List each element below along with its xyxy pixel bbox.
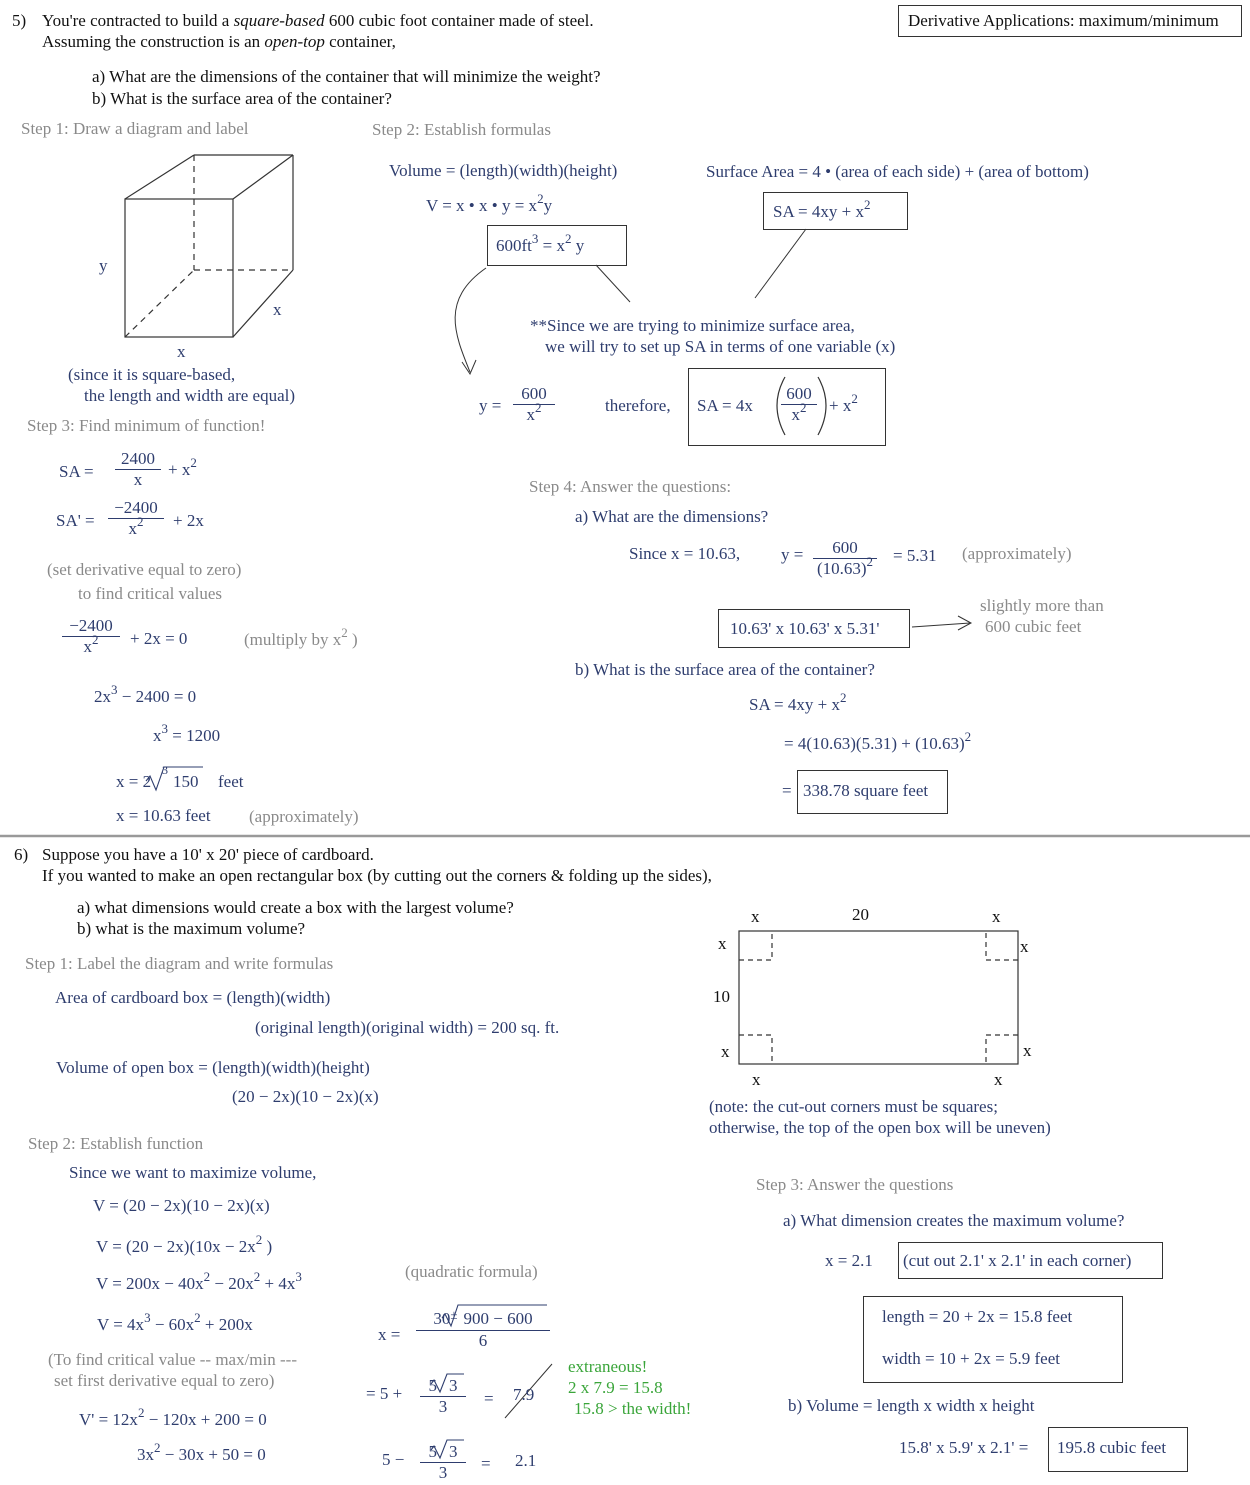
diag-left-x-bottom: x bbox=[721, 1042, 730, 1061]
cube-diagram bbox=[125, 155, 293, 337]
crit-tail: + 2x = 0 bbox=[130, 629, 188, 648]
since-text-2: we will try to set up SA in terms of one variable (x) bbox=[545, 337, 896, 356]
v600-equation: $600ft^3 = x^2$ y bbox=[496, 231, 585, 255]
p6-intro2: If you wanted to make an open rectangular box (by cutting out the corners & folding up the sides), bbox=[42, 866, 712, 885]
sa-tail: + $x^2$ bbox=[168, 455, 197, 479]
p5-intro: You're contracted to build a square-based 600 cubic foot container made of steel. bbox=[42, 11, 594, 30]
cube-label-x-width: x bbox=[177, 342, 186, 361]
curved-arrow bbox=[455, 268, 486, 372]
volume-formula-1: Volume of open box = (length)(width)(height) bbox=[56, 1058, 370, 1077]
radical-index: 3 bbox=[162, 763, 168, 777]
multiply-note: (multiply by $x^2$ ) bbox=[244, 625, 358, 649]
since-maximize: Since we want to maximize volume, bbox=[69, 1163, 317, 1182]
area-formula-2: (original length)(original width) = 200 sq. ft. bbox=[255, 1018, 560, 1037]
root1-equals: = bbox=[484, 1389, 494, 1408]
p5-note1: (since it is square-based, bbox=[68, 365, 236, 384]
x-value: x = 10.63 feet bbox=[116, 806, 211, 825]
therefore: therefore, bbox=[605, 396, 671, 415]
setd-note-2: to find critical values bbox=[78, 584, 222, 603]
volume-formula: Volume = (length)(width)(height) bbox=[389, 161, 618, 180]
diag-bottom-x-left: x bbox=[752, 1070, 761, 1089]
approx-note: (approximately) bbox=[249, 807, 359, 826]
p6-note-1: (note: the cut-out corners must be squares; bbox=[709, 1097, 998, 1116]
sa-box-text: SA = $4xy + x^2$ bbox=[773, 197, 871, 221]
step4-question-a: a) What are the dimensions? bbox=[575, 507, 769, 526]
extraneous-1: extraneous! bbox=[568, 1357, 648, 1376]
quadratic-label: (quadratic formula) bbox=[405, 1262, 538, 1281]
p6-question-a: a) what dimensions would create a box with the largest volume? bbox=[77, 898, 514, 917]
diag-right-x-top: x bbox=[1020, 937, 1029, 956]
x-lhs: x = bbox=[378, 1325, 401, 1344]
y-result: = 5.31 bbox=[893, 546, 937, 565]
cardboard-rect bbox=[739, 931, 1018, 1064]
root2-fraction: $\frac{5 3}{3}$ bbox=[420, 1442, 466, 1483]
radicand-150: 150 bbox=[173, 772, 199, 791]
root2-prefix: 5 − bbox=[382, 1450, 405, 1469]
y-eq-lhs: y = bbox=[479, 396, 502, 415]
since-text-1: **Since we are trying to minimize surface area, bbox=[530, 316, 855, 335]
diag-top-20: 20 bbox=[852, 905, 869, 924]
p6-step2: Step 2: Establish function bbox=[28, 1134, 204, 1153]
connector-line-sa bbox=[755, 229, 806, 298]
cube-front-face bbox=[125, 199, 233, 337]
v-prime: $V' = 12x^2 - 120x + 200 = 0$ bbox=[79, 1405, 267, 1429]
crit-note-1: (To find critical value -- max/min --- bbox=[48, 1350, 297, 1369]
volume-answer: 195.8 cubic feet bbox=[1057, 1438, 1167, 1457]
length-result: length = 20 + 2x = 15.8 feet bbox=[882, 1307, 1073, 1326]
p5-step4: Step 4: Answer the questions: bbox=[529, 477, 732, 496]
sa-sub-tail: + $x^2$ bbox=[829, 391, 858, 415]
crit-fraction: $\frac{-2400}{x^2}$ bbox=[62, 616, 120, 658]
p5-step3: Step 3: Find minimum of function! bbox=[27, 416, 266, 435]
curved-arrow-head bbox=[462, 360, 476, 374]
sa-result-line-2: = $4(10.63)(5.31) + (10.63)^2$ bbox=[784, 729, 972, 753]
p6-question-b: b) what is the maximum volume? bbox=[77, 919, 306, 938]
eq-x-radical: x = 2 bbox=[116, 772, 152, 791]
since-x: Since x = 10.63, bbox=[629, 544, 741, 563]
header-tag: Derivative Applications: maximum/minimum bbox=[908, 11, 1219, 30]
volume-calc: 15.8' x 5.9' x 2.1' = bbox=[899, 1438, 1029, 1457]
root2-equals: = bbox=[481, 1454, 491, 1473]
y-lhs-2: y = bbox=[781, 545, 804, 564]
root1-value: 7.9 bbox=[513, 1385, 535, 1404]
v-equation: V = x • x • $y = x^2y$ bbox=[426, 191, 553, 215]
sap-fraction: $\frac{-2400}{x^2}$ bbox=[108, 498, 164, 540]
sa-sub-lhs: SA = 4x bbox=[697, 396, 753, 415]
eq-x3: $x^3 = 1200$ bbox=[153, 721, 221, 745]
cube-edge-top-right bbox=[233, 155, 293, 199]
diag-top-x-left: x bbox=[751, 907, 760, 926]
extraneous-2: 2 x 7.9 = 15.8 bbox=[568, 1378, 663, 1397]
diag-top-x-right: x bbox=[992, 907, 1001, 926]
eq-2x3: $2x^3 - 2400 = 0$ bbox=[94, 682, 197, 706]
v-line-3: $V = 200x - 40x^2 - 20x^2 + 4x^3$ bbox=[96, 1269, 302, 1293]
feet-unit: feet bbox=[218, 772, 244, 791]
corner-cut-top-left bbox=[739, 931, 772, 960]
slightly-more-2: 600 cubic feet bbox=[985, 617, 1082, 636]
p6-number: 6) bbox=[14, 845, 29, 864]
crit-note-2: set first derivative equal to zero) bbox=[54, 1371, 275, 1390]
cube-label-x-depth: x bbox=[273, 300, 282, 319]
p5-note2: the length and width are equal) bbox=[84, 386, 296, 405]
cube-hidden-diagonal bbox=[125, 270, 194, 337]
cut-box-text: (cut out 2.1' x 2.1' in each corner) bbox=[903, 1251, 1132, 1270]
p5-question-a: a) What are the dimensions of the container that will minimize the weight? bbox=[92, 67, 601, 86]
quadratic-equation: $3x^2 - 30x + 50 = 0$ bbox=[137, 1440, 266, 1464]
slightly-more-1: slightly more than bbox=[980, 596, 1104, 615]
extraneous-3: 15.8 > the width! bbox=[574, 1399, 692, 1418]
sa-answer: 338.78 square feet bbox=[803, 781, 929, 800]
v-line-2: $V = (20 - 2x)(10x - 2x^2$ ) bbox=[96, 1232, 273, 1256]
x-equals-2-1: x = 2.1 bbox=[825, 1251, 873, 1270]
v-line-4: $V = 4x^3 - 60x^2 + 200x$ bbox=[97, 1310, 253, 1334]
sa-result-eq: = bbox=[782, 781, 792, 800]
p5-intro2: Assuming the construction is an open-top container, bbox=[42, 32, 396, 51]
p6-intro1: Suppose you have a 10' x 20' piece of cardboard. bbox=[42, 845, 374, 864]
area-formula-1: Area of cardboard box = (length)(width) bbox=[55, 988, 331, 1007]
width-result: width = 10 + 2x = 5.9 feet bbox=[882, 1349, 1060, 1368]
sap-tail: + 2x bbox=[173, 511, 204, 530]
dims-answer: 10.63' x 10.63' x 5.31' bbox=[730, 619, 880, 638]
cardboard-diagram bbox=[739, 931, 1018, 1064]
cube-label-y: y bbox=[99, 256, 108, 275]
sa-fraction: $\frac{2400}{x}$ bbox=[115, 449, 161, 490]
step3-question-a: a) What dimension creates the maximum volume? bbox=[783, 1211, 1125, 1230]
corner-cut-top-right bbox=[986, 931, 1018, 960]
p5-step2: Step 2: Establish formulas bbox=[372, 120, 551, 139]
sa-formula: Surface Area = 4 • (area of each side) + (area of bottom) bbox=[706, 162, 1089, 181]
root1-prefix: = 5 + bbox=[366, 1384, 403, 1403]
sap-lhs: SA' = bbox=[56, 511, 95, 530]
step3-question-b: b) Volume = length x width x height bbox=[788, 1396, 1035, 1415]
step4-question-b: b) What is the surface area of the container? bbox=[575, 660, 875, 679]
diag-right-x-bottom: x bbox=[1023, 1041, 1032, 1060]
p5-number: 5) bbox=[12, 11, 27, 30]
p6-step1: Step 1: Label the diagram and write formulas bbox=[25, 954, 334, 973]
setd-note-1: (set derivative equal to zero) bbox=[47, 560, 242, 579]
corner-cut-bottom-right bbox=[986, 1035, 1018, 1064]
root1-fraction: $\frac{5 3}{3}$ bbox=[420, 1376, 466, 1417]
arrow-slightly-line bbox=[912, 623, 970, 627]
p5-step1: Step 1: Draw a diagram and label bbox=[21, 119, 249, 138]
y-fraction: $\frac{600}{x^2}$ bbox=[513, 384, 555, 426]
diag-left-10: 10 bbox=[713, 987, 730, 1006]
y-fraction-2: $\frac{600}{(10.63)^2}$ bbox=[813, 538, 877, 580]
connector-line-v bbox=[596, 265, 630, 302]
approx-note-2: (approximately) bbox=[962, 544, 1072, 563]
sa-lhs: SA = bbox=[59, 462, 94, 481]
volume-formula-2: (20 − 2x)(10 − 2x)(x) bbox=[232, 1087, 379, 1106]
cube-edge-top-left bbox=[125, 155, 194, 199]
root2-value: 2.1 bbox=[515, 1451, 537, 1470]
p6-note-2: otherwise, the top of the open box will be uneven) bbox=[709, 1118, 1051, 1137]
v-line-1: V = (20 − 2x)(10 − 2x)(x) bbox=[93, 1196, 270, 1215]
p5-question-b: b) What is the surface area of the container? bbox=[92, 89, 392, 108]
diag-left-x-top: x bbox=[718, 934, 727, 953]
sa-result-line-1: SA = $4xy + x^2$ bbox=[749, 690, 847, 714]
sa-sub-fraction: $\frac{600}{x^2}$ bbox=[781, 384, 817, 426]
cube-edge-bottom-right bbox=[233, 270, 293, 337]
p6-step3: Step 3: Answer the questions bbox=[756, 1175, 954, 1194]
diag-bottom-x-right: x bbox=[994, 1070, 1003, 1089]
corner-cut-bottom-left bbox=[739, 1035, 772, 1064]
quadratic-fraction: $\frac{30^\pm 900 - 600}{6}$ bbox=[416, 1309, 550, 1351]
